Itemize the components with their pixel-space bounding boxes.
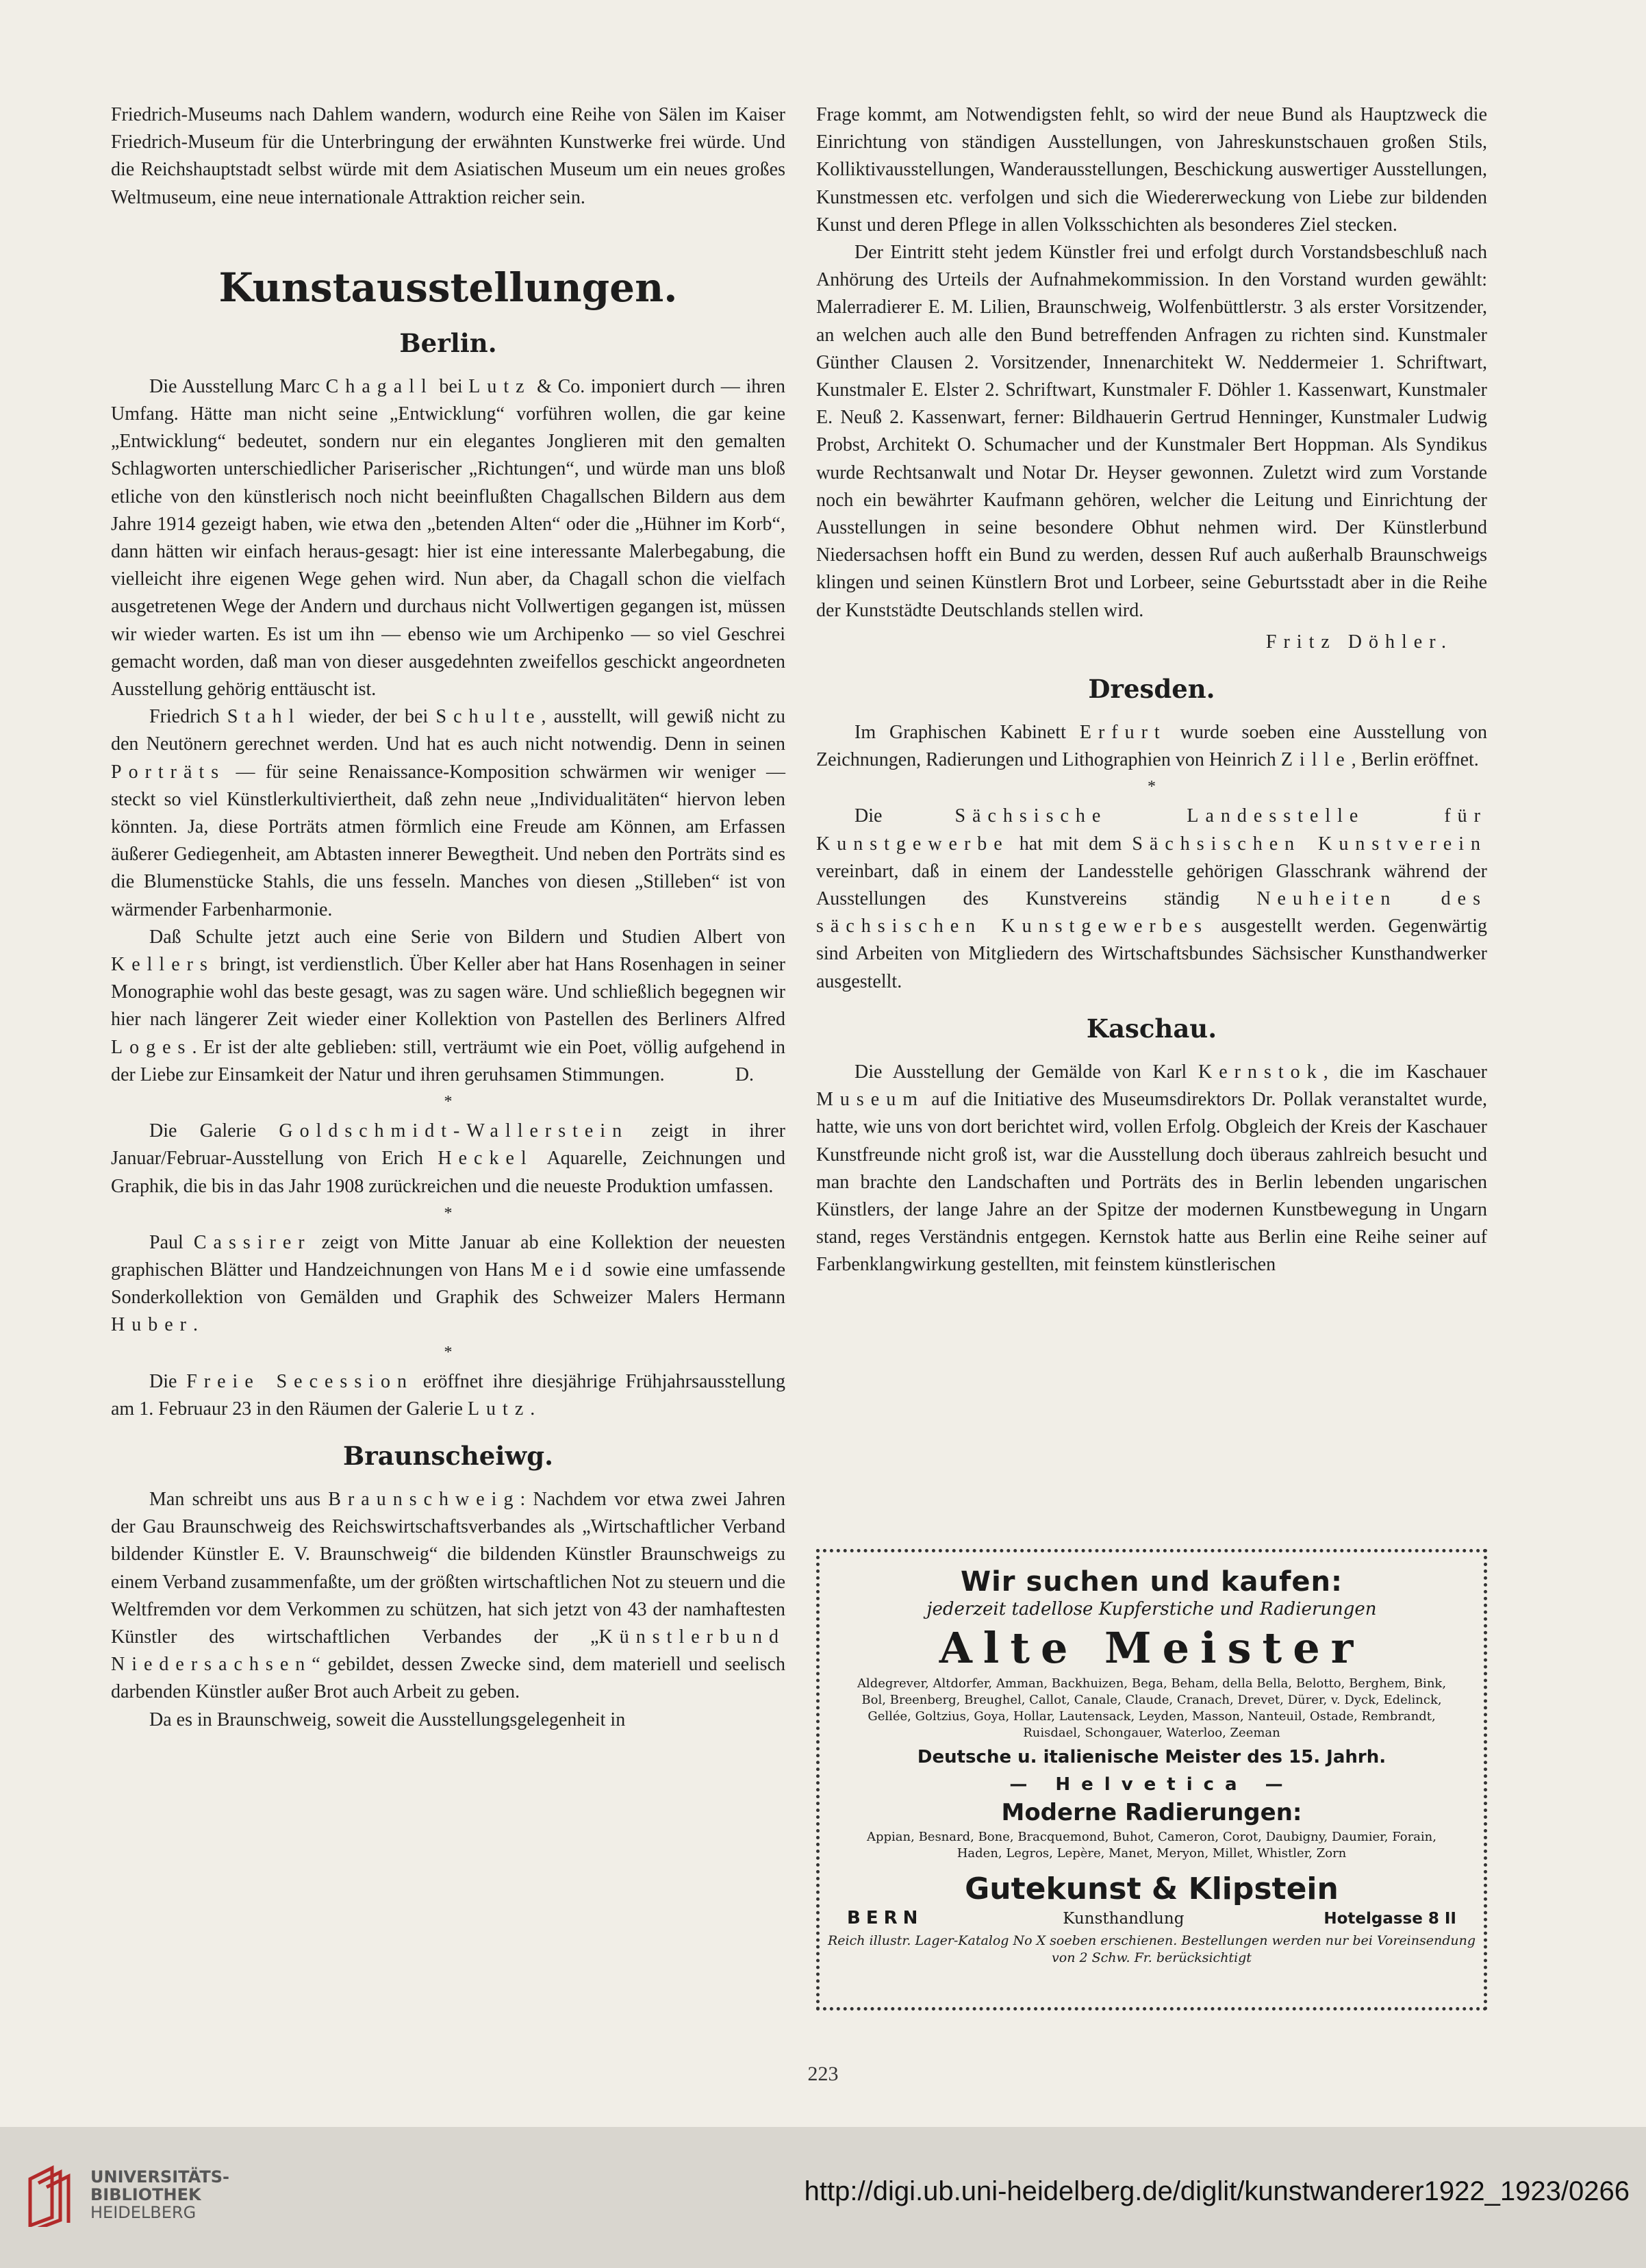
spaced-name: Lutz [467,1398,531,1420]
spaced-name: Loges [111,1036,192,1058]
ad-kind: Kunsthandlung [1063,1910,1185,1928]
spaced-name: Kernstok [1198,1061,1324,1083]
ad-subline: jederzeit tadellose Kupferstiche und Radierungen [926,1599,1377,1620]
spaced-name: Sächsischen Kunstverein [1132,833,1487,855]
paragraph: Daß Schulte jetzt auch eine Serie von Bildern und Studien Albert von Kellers bringt, ist verdienstlich. Über Keller aber hat Hans Rosenhagen in seiner Monographie wohl das beste gesagt, was zu sagen wäre. Und schließlich begegnen wir hier nach längerer Zeit wieder einer Kollektion von Pastellen des Berliners Alfred Loges. Er ist der alte geblieben: still, verträumt wie ein Poet, völlig aufgehend in der Liebe zur Einsamkeit der Natur und ihren geruhsamen Stimmungen. D. [111,924,785,1089]
spaced-name: Kellers [111,954,214,976]
paragraph: Der Eintritt steht jedem Künstler frei und erfolgt durch Vorstandsbeschluß nach Anhörung des Urteils der Aufnahmekommission. In den Vorstand wurden gewählt: Malerradierer E. M. Lilien, Braunschweig, Wolfenbüttlerstr. 3 als erster Vorsitzender, an welchen auch alle den Bund betreffenden Anfragen zu richten sind. Kunstmaler Günther Clausen 2. Vorsitzender, Innenarchitekt W. Neddermeier 1. Schriftwart, Kunstmaler E. Elster 2. Schriftwart, Kunstmaler F. Döhler 1. Kassenwart, Kunstmaler E. Neuß 2. Kassenwart, ferner: Bildhauerin Gertrud Henninger, Kunstmaler Ludwig Probst, Architekt O. Schumacher und der Kunstmaler Bert Hoppman. Als Syndikus wurde Rechtsanwalt und Notar Dr. Heyser gewonnen. Zuletzt wird zum Vorstande noch ein bewährter Kaufmann gehören, welcher die Leitung und Einrichtung der Ausstellungen in seine besondere Obhut nehmen wird. Der Künstlerbund Niedersachsen hofft ein Bund zu werden, dessen Ruf auch außerhalb Braunschweigs klingen und seinen Künstlern Brot und Lorbeer, seine Geburtsstadt aber in die Reihe der Kunststädte Deutschlands stellen wird. [816,242,1487,621]
ad-artist-list: Aldegrever, Altdorfer, Amman, Backhuizen, Bega, Beham, della Bella, Belotto, Berghem, Bink, Bol, Breenberg, Breughel, Callot, Canale, Claude, Cranach, Drevet, Dürer, v. Dyck, Edelinck, Gellée, Goltzius, Goya, Hollar, Lautensack, Leyden, Masson, Nanteuil, Ostade, Rembrandt, Ruisdael, Schongauer, Waterloo, Zeeman [857,1676,1447,1740]
heading-dresden: Dresden. [1088,674,1215,705]
ad-footnote: Reich illustr. Lager-Katalog No X soeben erschienen. Bestellungen werden nur bei Voreinsendung von 2 Schw. Fr. berücksichtigt [827,1933,1476,1965]
ad-moderne: Moderne Radierungen: [1001,1799,1302,1826]
paragraph: Friedrich-Museums nach Dahlem wandern, wodurch eine Reihe von Sälen im Kaiser Friedrich-Museum für die Unterbringung der erwähnten Kunstwerke frei würde. Und die Reichshauptstadt selbst würde mit dem Asiatischen Museum um ein neues großes Weltmuseum, eine neue internationale Attraktion reicher sein. [111,104,785,208]
spaced-name: Stahl [227,706,301,728]
spaced-name: Zille [1280,749,1352,771]
spaced-name: Heckel [438,1148,533,1170]
ad-line-deutsche: Deutsche u. italienische Meister des 15. Jahrh. [917,1747,1387,1767]
spaced-name: Cassirer [193,1231,312,1253]
ad-firm-name: Gutekunst & Klipstein [965,1872,1339,1906]
spaced-name: Freie Secession [186,1370,414,1392]
source-url-link[interactable]: http://digi.ub.uni-heidelberg.de/diglit/kunstwanderer1922_1923/0266 [804,2176,1630,2206]
separator-star: * [444,1093,453,1111]
ad-street: Hotelgasse 8 II [1324,1910,1456,1928]
library-name: UNIVERSITÄTS- BIBLIOTHEK HEIDELBERG [90,2167,230,2222]
left-column [111,101,785,1734]
heading-berlin: Berlin. [399,327,497,358]
page-number: 223 [807,2063,839,2085]
paragraph: Frage kommt, am Notwendigsten fehlt, so wird der neue Bund als Hauptzweck die Einrichtung von ständigen Ausstellungen, von Jahreskunstschauen großen Stils, Kolliktivausstellungen, Wanderausstellungen, Beschickung auswertiger Ausstellungen, Kunstmessen etc. verfolgen und sich die Wiedererweckung von Liebe zur bildenden Kunst und deren Pflege in allen Volksschichten als besonderes Ziel stecken. [816,104,1487,236]
signature: Fritz Döhler. [1265,631,1453,653]
spaced-name: Lutz [468,375,531,397]
heading-braunschweig: Braunscheiwg. [342,1440,553,1471]
ad-address-row [847,1908,1456,1928]
paragraph: Friedrich Stahl wieder, der bei Schulte, ausstellt, will gewiß nicht zu den Neutönern gerechnet werden. Und hat es auch nicht notwendig. Denn in seinen Porträts — für seine Renaissance-Komposition schwärmen wir weniger — steckt so viel Künstlerkultiviertheit, daß zehn neue „Individualitäten“ hiervon leben könnten. Ja, diese Porträts atmen förmlich eine Freude am Können, am Erfassen äußerer Gediegenheit, am Abtasten innerer Bewegtheit. Und neben den Porträts sind es die Blumenstücke Stahls, die uns fesseln. Manches von diesen „Stilleben“ ist von wärmender Farbenharmonie. [111,706,785,920]
spaced-name: Schulte [435,706,542,728]
ad-helvetica: — Helvetica — [1009,1774,1294,1795]
spaced-name: Meid [530,1259,598,1281]
separator-star: * [444,1204,453,1222]
ad-big-title: Alte Meister [939,1623,1365,1673]
signature: D. [735,1063,754,1085]
spaced-name: Sächsische Landesstelle für Kunstgewerbe [816,805,1487,855]
right-column [816,101,1487,1279]
section-title: Kunstausstellungen. [218,264,678,311]
spaced-name: Goldschmidt-Wallerstein [279,1120,629,1142]
separator-star: * [1148,778,1156,796]
heading-kaschau: Kaschau. [1086,1013,1217,1044]
footer-bar [0,2127,1646,2268]
ad-headline: Wir suchen und kaufen: [960,1566,1343,1598]
paragraph: Die Freie Secession eröffnet ihre diesjährige Frühjahrsausstellung am 1. Februaur 23 in den Räumen der Galerie Lutz. [111,1370,785,1420]
spaced-name: Porträts [111,761,226,783]
advertisement [816,1549,1487,2011]
spaced-name: Braunschweig [328,1488,520,1510]
paragraph: Die Ausstellung der Gemälde von Karl Kernstok, die im Kaschauer Museum auf die Initiative des Museumsdirektors Dr. Pollak veranstaltet wurde, hatte, wie uns von dort berichtet wird, vollen Erfolg. Obgleich der Kreis der Kaschauer Kunstfreunde nicht groß ist, war die Ausstellung doch überaus zahlreich besucht und man brachte den Landschaften und Porträts des in Berlin lebenden ungarischen Künstlers, der lange Jahre an der Spitze der modernen Kunstbewegung in Ungarn stand, reges Verständnis entgegen. Kernstok hatte aus Berlin eine Reihe seiner auf Farbenklangwirkung gestellten, mit feinstem künstlerischen [816,1061,1488,1276]
paragraph: Die Ausstellung Marc Chagall bei Lutz & Co. imponiert durch — ihren Umfang. Hätte man nicht seine „Entwicklung“ vorführen wollen, die gar keine „Entwicklung“ bedeutet, sondern nur ein elegantes Jonglieren mit den gemalten Schlagworten unterschiedlicher Pariserischer „Richtungen“, und würde man uns bloß etliche von den künstlerisch noch nicht beeinflußten Chagallschen Bildern aus dem Jahre 1914 gezeigt haben, wie etwa den „betenden Alten“ oder die „Hühner im Korb“, dann hätten wir einfach heraus-gesagt: hier ist eine interessante Malerbegabung, die vielleicht ihre eigenen Wege gehen wird. Nun aber, da Chagall schon die vielfach ausgetretenen Wege der Andern und durchaus nicht Vollwertigen gegangen ist, müssen wir wieder warten. Es ist um ihn — ebenso wie um Archipenko — so viel Geschrei gemacht worden, daß man von dieser ausgedehnten zweifellos geschickt angeordneten Ausstellung gehörig enttäuscht ist. [111,375,785,701]
spaced-name: Chagall [325,375,433,397]
paragraph: Da es in Braunschweig, soweit die Ausstellungsgelegenheit in [149,1709,626,1730]
university-library-logo [25,2165,82,2227]
ad-artist-list-modern: Appian, Besnard, Bone, Bracquemond, Buhot, Cameron, Corot, Daubigny, Daumier, Forain, Haden, Legros, Lepère, Manet, Meryon, Millet, Whistler, Zorn [867,1830,1436,1861]
separator-star: * [444,1343,453,1361]
paragraph: Die Sächsische Landesstelle für Kunstgewerbe hat mit dem Sächsischen Kunstverein vereinbart, daß in einem der Landesstelle gehörigen Glasschrank während der Ausstellungen des Kunstvereins ständig Neuheiten des sächsischen Kunstgewerbes ausgestellt werden. Gegenwärtig sind Arbeiten von Mitgliedern des Wirtschaftsbundes Sächsischer Kunsthandwerker ausgestellt. [816,805,1488,992]
spaced-name: Erfurt [1079,722,1167,744]
paragraph: Paul Cassirer zeigt von Mitte Januar ab eine Kollektion der neuesten graphischen Blätter und Handzeichnungen von Hans Meid sowie eine umfassende Sonderkollektion von Gemälden und Graphik des Schweizer Malers Hermann Huber. [111,1231,785,1336]
ad-city: BERN [847,1908,924,1928]
paragraph: Die Galerie Goldschmidt-Wallerstein zeigt in ihrer Januar/Februar-Ausstellung von Erich Heckel Aquarelle, Zeichnungen und Graphik, die bis in das Jahr 1908 zurückreichen und die neueste Produktion umfassen. [111,1120,785,1197]
spaced-name: Museum [816,1089,924,1111]
paragraph: Im Graphischen Kabinett Erfurt wurde soeben eine Ausstellung von Zeichnungen, Radierungen und Lithographien von Heinrich Zille, Berlin eröffnet. [816,722,1487,771]
spaced-name: Huber [111,1314,193,1336]
paragraph: Man schreibt uns aus Braunschweig: Nachdem vor etwa zwei Jahren der Gau Braunschweig des Reichswirtschaftsverbandes als „Wirtschaftlicher Verband bildender Künstler E. V. Braunschweig“ die bildenden Künstler Braunschweigs zu einem Verband zusammenfaßte, um der größten wirtschaftlichen Not zu steuern und die Weltfremden vor dem Verkommen zu schützen, hat sich jetzt von 43 der namhaftesten Künstler des wirtschaftlichen Verbandes der „Künstlerbund Niedersachsen“ gebildet, dessen Zwecke sind, dem materiell und seelisch darbenden Künstler außer Brot auch Arbeit zu geben. [111,1488,785,1703]
spaced-name: Neuheiten des sächsischen Kunstgewerbes [816,888,1488,937]
spaced-name: Künstlerbund Niedersachsen [111,1626,785,1676]
